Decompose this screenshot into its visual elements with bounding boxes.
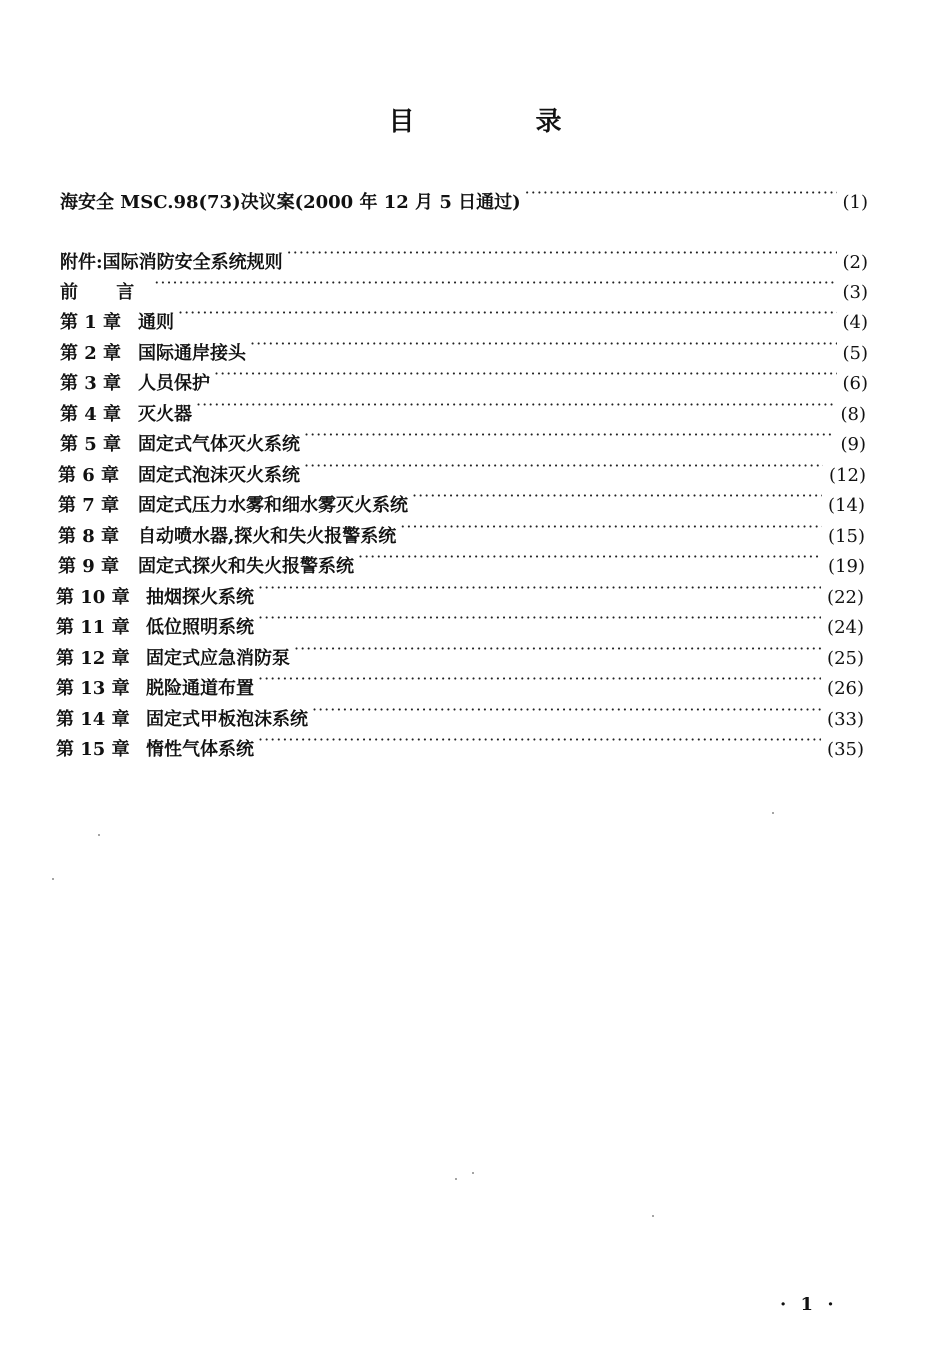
toc-entry-chapter-9 bbox=[58, 542, 865, 577]
toc-entry-chapter-4 bbox=[60, 390, 866, 425]
toc-chapter-number: 第 11 章 bbox=[56, 617, 130, 638]
toc-entry-resolution bbox=[60, 178, 868, 213]
toc-chapter-number: 第 9 章 bbox=[58, 556, 120, 577]
toc-entry-title: 附件:国际消防安全系统规则 bbox=[60, 252, 283, 273]
toc-entry-page: (24) bbox=[827, 617, 864, 638]
toc-entry-chapter-5 bbox=[60, 420, 866, 455]
toc-entry-page: (1) bbox=[842, 192, 868, 213]
toc-entry-title: 低位照明系统 bbox=[146, 617, 254, 638]
scan-speck bbox=[455, 1178, 457, 1180]
toc-entry-page: (9) bbox=[840, 434, 866, 455]
toc-chapter-number: 第 15 章 bbox=[56, 739, 130, 760]
toc-entry-title: 固定式应急消防泵 bbox=[146, 648, 290, 669]
toc-chapter-number: 第 13 章 bbox=[56, 678, 130, 699]
toc-leader-dots bbox=[412, 481, 822, 511]
toc-entry-title: 海安全 MSC.98(73)决议案(2000 年 12 月 5 日通过) bbox=[60, 192, 521, 213]
toc-chapter-number: 第 3 章 bbox=[60, 373, 122, 394]
scan-speck bbox=[772, 812, 774, 814]
toc-chapter-number: 第 14 章 bbox=[56, 709, 130, 730]
toc-chapter-number: 第 10 章 bbox=[56, 587, 130, 608]
scan-speck bbox=[52, 878, 54, 880]
toc-entry-title: 自动喷水器,探火和失火报警系统 bbox=[138, 526, 397, 547]
toc-entry-page: (2) bbox=[842, 252, 868, 273]
toc-entry-page: (25) bbox=[827, 648, 864, 669]
toc-entry-page: (4) bbox=[842, 312, 868, 333]
toc-chapter-number: 第 4 章 bbox=[60, 404, 122, 425]
toc-entry-chapter-13 bbox=[56, 664, 864, 699]
toc-leader-dots bbox=[400, 512, 822, 542]
toc-leader-dots bbox=[258, 664, 821, 694]
toc-entry-title: 脱险通道布置 bbox=[146, 678, 254, 699]
toc-leader-dots bbox=[294, 634, 821, 664]
toc-entry-chapter-14 bbox=[56, 695, 864, 730]
toc-entry-title: 固定式气体灭火系统 bbox=[138, 434, 300, 455]
toc-entry-page: (8) bbox=[840, 404, 866, 425]
toc-entry-page: (19) bbox=[828, 556, 865, 577]
toc-leader-dots bbox=[178, 298, 837, 328]
toc-entry-title: 抽烟探火系统 bbox=[146, 587, 254, 608]
toc-chapter-number: 第 8 章 bbox=[58, 526, 120, 547]
scan-speck bbox=[98, 834, 100, 836]
toc-entry-chapter-11 bbox=[56, 603, 864, 638]
scan-speck bbox=[472, 1172, 474, 1174]
toc-entry-title: 国际通岸接头 bbox=[138, 343, 246, 364]
toc-entry-page: (3) bbox=[842, 282, 868, 303]
toc-entry-title: 前 言 bbox=[60, 282, 151, 303]
toc-entry-page: (5) bbox=[842, 343, 868, 364]
toc-leader-dots bbox=[287, 238, 837, 268]
toc-entry-title: 人员保护 bbox=[138, 373, 210, 394]
scan-speck bbox=[652, 1215, 654, 1217]
toc-leader-dots bbox=[304, 420, 835, 450]
toc-entry-title: 固定式泡沫灭火系统 bbox=[138, 465, 300, 486]
toc-entry-page: (14) bbox=[828, 495, 865, 516]
toc-leader-dots bbox=[154, 268, 836, 298]
toc-entry-page: (15) bbox=[828, 526, 865, 547]
toc-entry-title: 固定式探火和失火报警系统 bbox=[138, 556, 354, 577]
toc-chapter-number: 第 1 章 bbox=[60, 312, 122, 333]
toc-entry-chapter-15 bbox=[56, 725, 864, 760]
toc-leader-dots bbox=[250, 329, 837, 359]
toc-leader-dots bbox=[304, 451, 823, 481]
toc-chapter-number: 第 5 章 bbox=[60, 434, 122, 455]
toc-chapter-number: 第 12 章 bbox=[56, 648, 130, 669]
toc-entry-title: 通则 bbox=[138, 312, 174, 333]
toc-entry-preface bbox=[60, 268, 868, 303]
toc-chapter-number: 第 2 章 bbox=[60, 343, 122, 364]
page-number: · 1 · bbox=[780, 1294, 838, 1315]
toc-entry-page: (6) bbox=[842, 373, 868, 394]
toc-entry-chapter-7 bbox=[58, 481, 865, 516]
toc-entry-chapter-10 bbox=[56, 573, 864, 608]
page-title: 目 录 bbox=[388, 107, 618, 137]
toc-leader-dots bbox=[312, 695, 821, 725]
toc-entry-page: (12) bbox=[829, 465, 866, 486]
toc-chapter-number: 第 6 章 bbox=[58, 465, 120, 486]
toc-entry-page: (33) bbox=[827, 709, 864, 730]
toc-entry-page: (22) bbox=[827, 587, 864, 608]
toc-entry-chapter-2 bbox=[60, 329, 868, 364]
toc-entry-title: 惰性气体系统 bbox=[146, 739, 254, 760]
toc-leader-dots bbox=[214, 359, 837, 389]
toc-leader-dots bbox=[358, 542, 822, 572]
toc-entry-chapter-3 bbox=[60, 359, 868, 394]
toc-chapter-number: 第 7 章 bbox=[58, 495, 120, 516]
toc-entry-title: 固定式甲板泡沫系统 bbox=[146, 709, 308, 730]
toc-leader-dots bbox=[525, 178, 837, 208]
toc-entry-chapter-8 bbox=[58, 512, 865, 547]
toc-entry-chapter-1 bbox=[60, 298, 868, 333]
toc-entry-chapter-12 bbox=[56, 634, 864, 669]
toc-entry-page: (26) bbox=[827, 678, 864, 699]
toc-entry-chapter-6 bbox=[58, 451, 866, 486]
toc-leader-dots bbox=[258, 603, 821, 633]
toc-entry-title: 固定式压力水雾和细水雾灭火系统 bbox=[138, 495, 408, 516]
toc-entry-title: 灭火器 bbox=[138, 404, 192, 425]
toc-leader-dots bbox=[258, 573, 821, 603]
toc-leader-dots bbox=[258, 725, 821, 755]
toc-entry-annex bbox=[60, 238, 868, 273]
toc-leader-dots bbox=[196, 390, 835, 420]
toc-entry-page: (35) bbox=[827, 739, 864, 760]
